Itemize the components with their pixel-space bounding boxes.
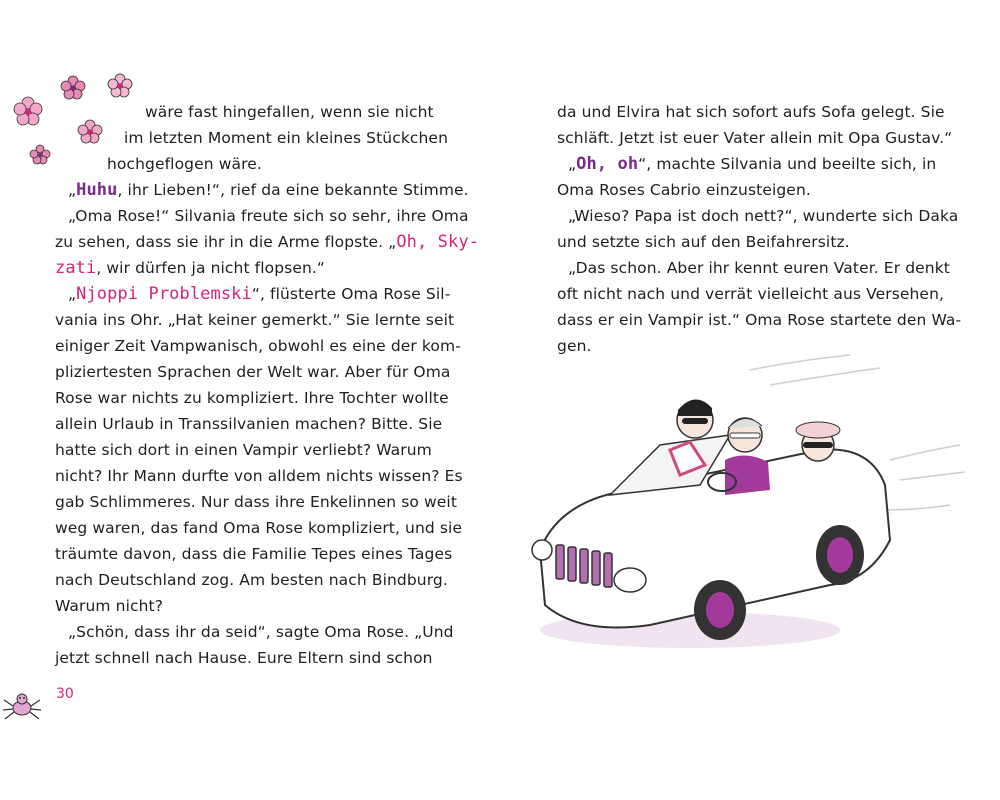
flower-icon [61,76,85,99]
highlight-word: Oh, oh [576,154,639,174]
headlight [614,568,646,592]
wheel [694,580,746,640]
text-line: dass er ein Vampir ist.“ Oma Rose startete den Wa- [557,311,962,329]
text-line: einiger Zeit Vampwanisch, obwohl es eine der kom- [55,337,461,355]
text-line: gen. [557,337,592,355]
highlight-word: Oh, Sky- [396,232,480,252]
text-line: jetzt schnell nach Hause. Eure Eltern sind schon [55,649,433,667]
text-line: Rose war nichts zu kompliziert. Ihre Tochter wollte [55,389,449,407]
page-number: 30 [56,686,74,702]
text-line: wäre fast hingefallen, wenn sie nicht [145,103,434,121]
car-illustration [500,350,980,690]
text-line: da und Elvira hat sich sofort aufs Sofa gelegt. Sie [557,103,945,121]
text-line: „Njoppi Problemski“, flüsterte Oma Rose Sil- [68,284,451,304]
text-line: zu sehen, dass sie ihr in die Arme flopste. „Oh, Sky- [55,232,480,252]
text-line: Warum nicht? [55,597,164,615]
text-line: „Das schon. Aber ihr kennt euren Vater. Er denkt [568,259,950,277]
text-line: pliziertesten Sprachen der Welt war. Aber für Oma [55,363,451,381]
highlight-word: Huhu [76,180,118,200]
text-line: „Wieso? Papa ist doch nett?“, wunderte sich Daka [568,207,959,225]
wheel [816,525,864,585]
text-line: weg waren, das fand Oma Rose kompliziert, und sie [55,519,463,537]
text-line: allein Urlaub in Transsilvanien machen? Bitte. Sie [55,415,443,433]
text-line: vania ins Ohr. „Hat keiner gemerkt.“ Sie lernte seit [55,311,455,329]
flower-icon [108,74,132,97]
flower-icon [14,97,42,125]
text-line: hochgeflogen wäre. [107,155,262,173]
text-line: „Huhu, ihr Lieben!“, rief da eine bekannte Stimme. [68,180,469,200]
spider-icon [0,688,44,724]
headlight [532,540,552,560]
highlight-word: zati [55,258,97,278]
text-line: „Oh, oh“, machte Silvania und beeilte sich, in [568,154,937,174]
highlight-word: Njoppi Problemski [76,284,252,304]
text-line: „Schön, dass ihr da seid“, sagte Oma Rose. „Und [68,623,454,641]
text-line: im letzten Moment ein kleines Stückchen [124,129,448,147]
text-line: gab Schlimmeres. Nur dass ihre Enkelinnen so weit [55,493,457,511]
text-line: nicht? Ihr Mann durfte von alldem nichts wissen? Es [55,467,463,485]
text-line: träumte davon, dass die Familie Tepes eines Tages [55,545,453,563]
text-line: „Oma Rose!“ Silvania freute sich so sehr, ihre Oma [68,207,469,225]
text-line: Oma Roses Cabrio einzusteigen. [557,181,811,199]
text-line: hatte sich dort in einen Vampir verliebt? Warum [55,441,432,459]
text-line: nach Deutschland zog. Am besten nach Bindburg. [55,571,448,589]
text-line: schläft. Jetzt ist euer Vater allein mit Opa Gustav.“ [557,129,953,147]
text-line: und setzte sich auf den Beifahrersitz. [557,233,850,251]
text-line: oft nicht nach und verrät vielleicht aus Versehen, [557,285,945,303]
text-line: zati, wir dürfen ja nicht flopsen.“ [55,258,326,278]
flower-icon [30,145,50,164]
flower-icon [78,120,102,143]
